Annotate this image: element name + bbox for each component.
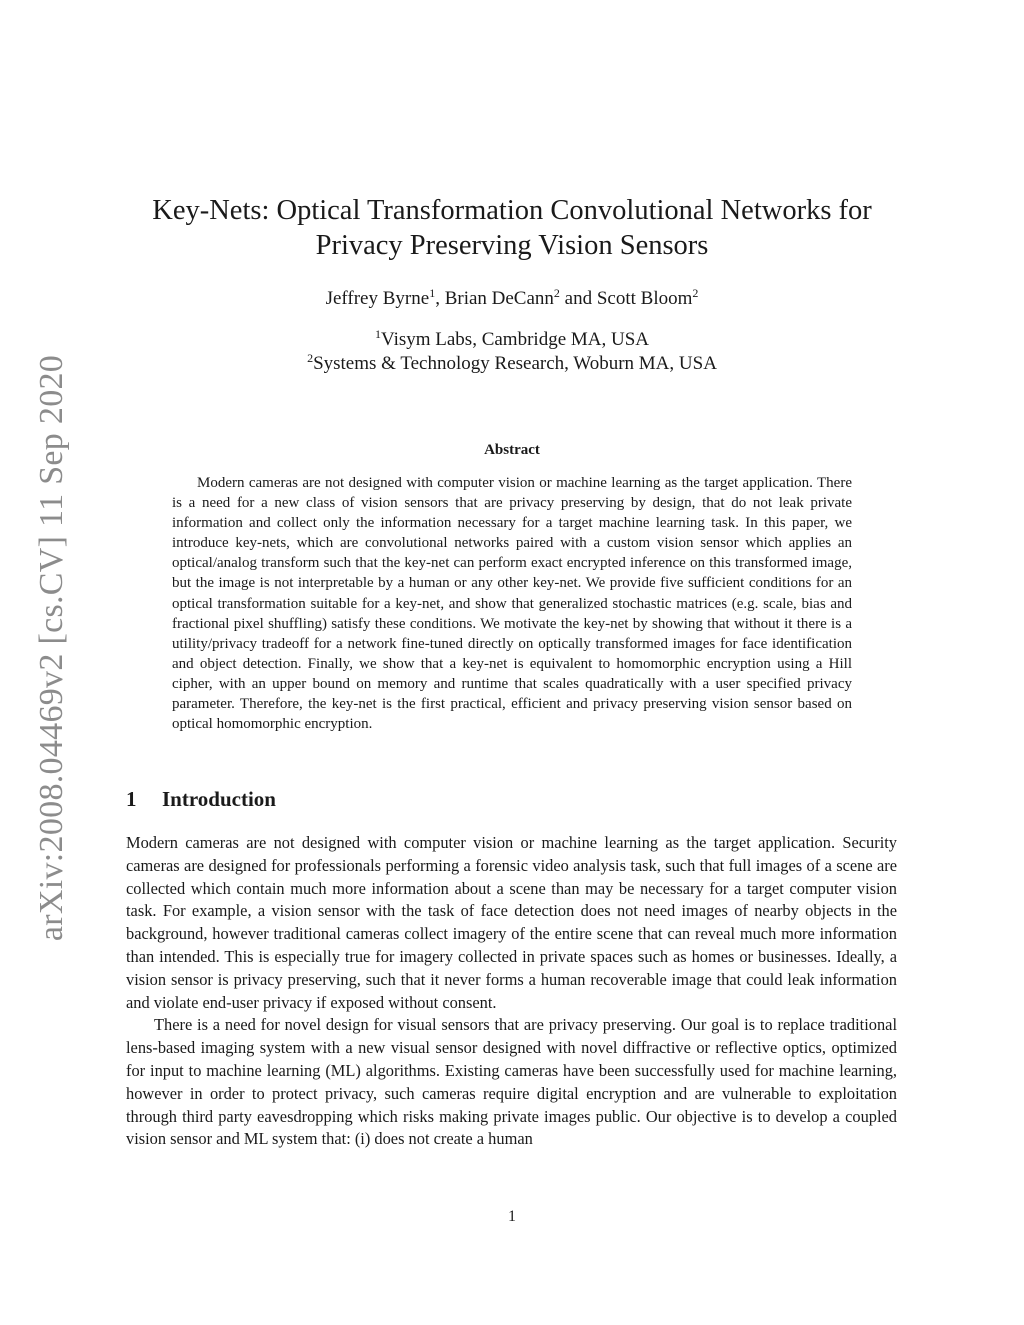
author-name: Brian DeCann	[444, 288, 554, 309]
paper-title	[0, 193, 1024, 263]
affiliation-text: Visym Labs, Cambridge MA, USA	[380, 329, 649, 350]
section-number: 1	[126, 787, 137, 811]
abstract-heading: Abstract	[484, 442, 540, 458]
author-affiliation-mark: 1	[429, 286, 436, 300]
page-number: 1	[508, 1208, 516, 1225]
author-separator: and	[559, 288, 597, 309]
author-name: Scott Bloom	[596, 288, 693, 309]
section-title: Introduction	[162, 787, 276, 811]
title-line-2: Privacy Preserving Vision Sensors	[315, 230, 709, 261]
affiliation-mark: 2	[307, 351, 314, 365]
author-list	[0, 287, 1024, 311]
affiliation	[0, 328, 1024, 352]
body-paragraph: There is a need for novel design for visual sensors that are privacy preserving. Our goal is to replace traditional lens-based imaging system with a new visual sensor designed with novel diffractive or reflective optics, optimized for input to machine learning (ML) algorithms. Existing cameras have been successfully used for machine learning, however in order to protect privacy, such cameras require digital encryption and are vulnerable to exploitation through third party eavesdropping which risks making private images public. Our objective is to develop a coupled vision sensor and ML system that: (i) does not create a human	[126, 1015, 897, 1149]
affiliation	[0, 352, 1024, 376]
author-name: Jeffrey Byrne	[325, 288, 430, 309]
arxiv-identifier[interactable]: arXiv:2008.04469v2 [cs.CV] 11 Sep 2020	[33, 354, 70, 942]
section-heading	[126, 787, 276, 812]
affiliation-mark: 1	[374, 327, 381, 341]
section-body	[126, 832, 897, 1151]
abstract-text: Modern cameras are not designed with computer vision or machine learning as the target application. There is a need for a new class of vision sensors that are privacy preserving by design, that do not leak private information and collect only the information necessary for a target machine learning task. In this paper, we introduce key-nets, which are convolutional networks paired with a custom vision sensor which applies an optical/analog transform such that the key-net can perform exact encrypted inference on this transformed image, but the image is not interpretable by a human or any other key-net. We provide five sufficient conditions for an optical transformation suitable for a key-net, and show that generalized stochastic matrices (e.g. scale, bias and fractional pixel shuffling) satisfy these conditions. We motivate the key-net by showing that without it there is a utility/privacy tradeoff for a network fine-tuned directly on optically transformed images for face identification and object detection. Finally, we show that a key-net is equivalent to homomorphic encryption using a Hill cipher, with an upper bound on memory and runtime that scales quadratically with a user specified privacy parameter. Therefore, the key-net is the first practical, efficient and privacy preserving vision sensor based on optical homomorphic encryption.	[172, 475, 852, 733]
body-paragraph: Modern cameras are not designed with computer vision or machine learning as the target application. Security cameras are designed for professionals performing a forensic video analysis task, such that full images of a scene are collected which contain much more information about a scene than may be necessary for a target computer vision task. For example, a vision sensor with the task of face detection does not need images of nearby objects in the background, however traditional cameras collect imagery of the entire scene that can reveal much more information than intended. This is especially true for imagery collected in private spaces such as homes or businesses. Ideally, a vision sensor is privacy preserving, such that it never forms a human recoverable image that could leak information and violate end-user privacy if exposed without consent.	[126, 833, 897, 1012]
title-line-1: Key-Nets: Optical Transformation Convolutional Networks for	[152, 195, 872, 226]
affiliation-list	[0, 328, 1024, 376]
author-separator: ,	[435, 288, 445, 309]
author-affiliation-mark: 2	[692, 286, 699, 300]
author-affiliation-mark: 2	[553, 286, 560, 300]
affiliation-text: Systems & Technology Research, Woburn MA, USA	[313, 353, 717, 374]
